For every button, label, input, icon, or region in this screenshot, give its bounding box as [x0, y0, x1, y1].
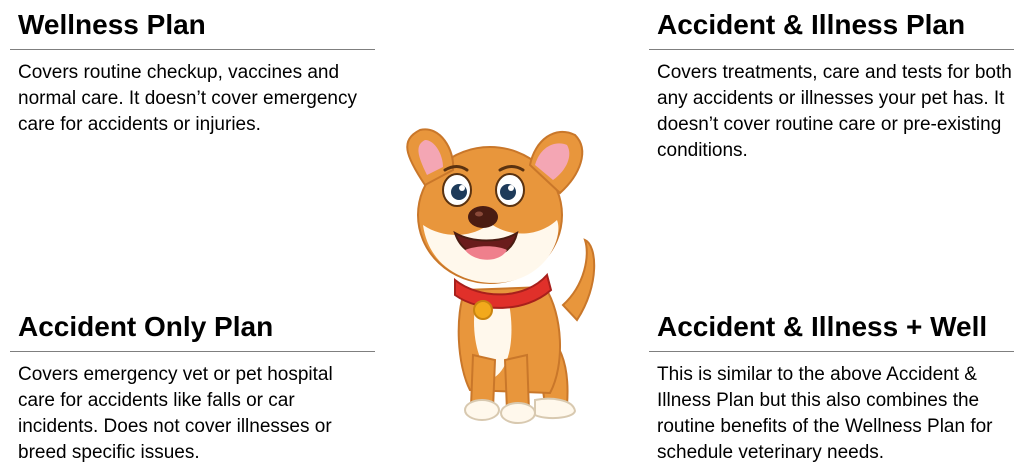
puppy-illustration — [385, 115, 615, 435]
accident-illness-plan-description: Covers treatments, care and tests for both any accidents or illnesses your pet has. It doesn’t cover routine care or pre-existing conditions. — [657, 62, 1012, 161]
accident-illness-well-plan-description: This is similar to the above Accident & Illness Plan but this also combines the routine benefits of the Wellness Plan for schedule veterinary needs. — [657, 364, 993, 463]
wellness-plan-description: Covers routine checkup, vaccines and normal care. It doesn’t cover emergency care for accidents or injuries. — [18, 62, 357, 135]
cartoon-puppy-icon — [385, 115, 615, 435]
accident-only-plan-title: Accident Only Plan — [10, 312, 375, 352]
accident-only-plan-section — [10, 312, 375, 466]
accident-illness-plan-section — [649, 10, 1014, 164]
accident-illness-well-plan-title: Accident & Illness + Well — [649, 312, 1014, 352]
wellness-plan-title: Wellness Plan — [10, 10, 375, 50]
accident-only-plan-description: Covers emergency vet or pet hospital care for accidents like falls or car incidents. Does not cover illnesses or breed specific issues. — [18, 364, 333, 463]
accident-illness-plan-title: Accident & Illness Plan — [649, 10, 1014, 50]
wellness-plan-section — [10, 10, 375, 138]
accident-illness-well-plan-section — [649, 312, 1014, 466]
